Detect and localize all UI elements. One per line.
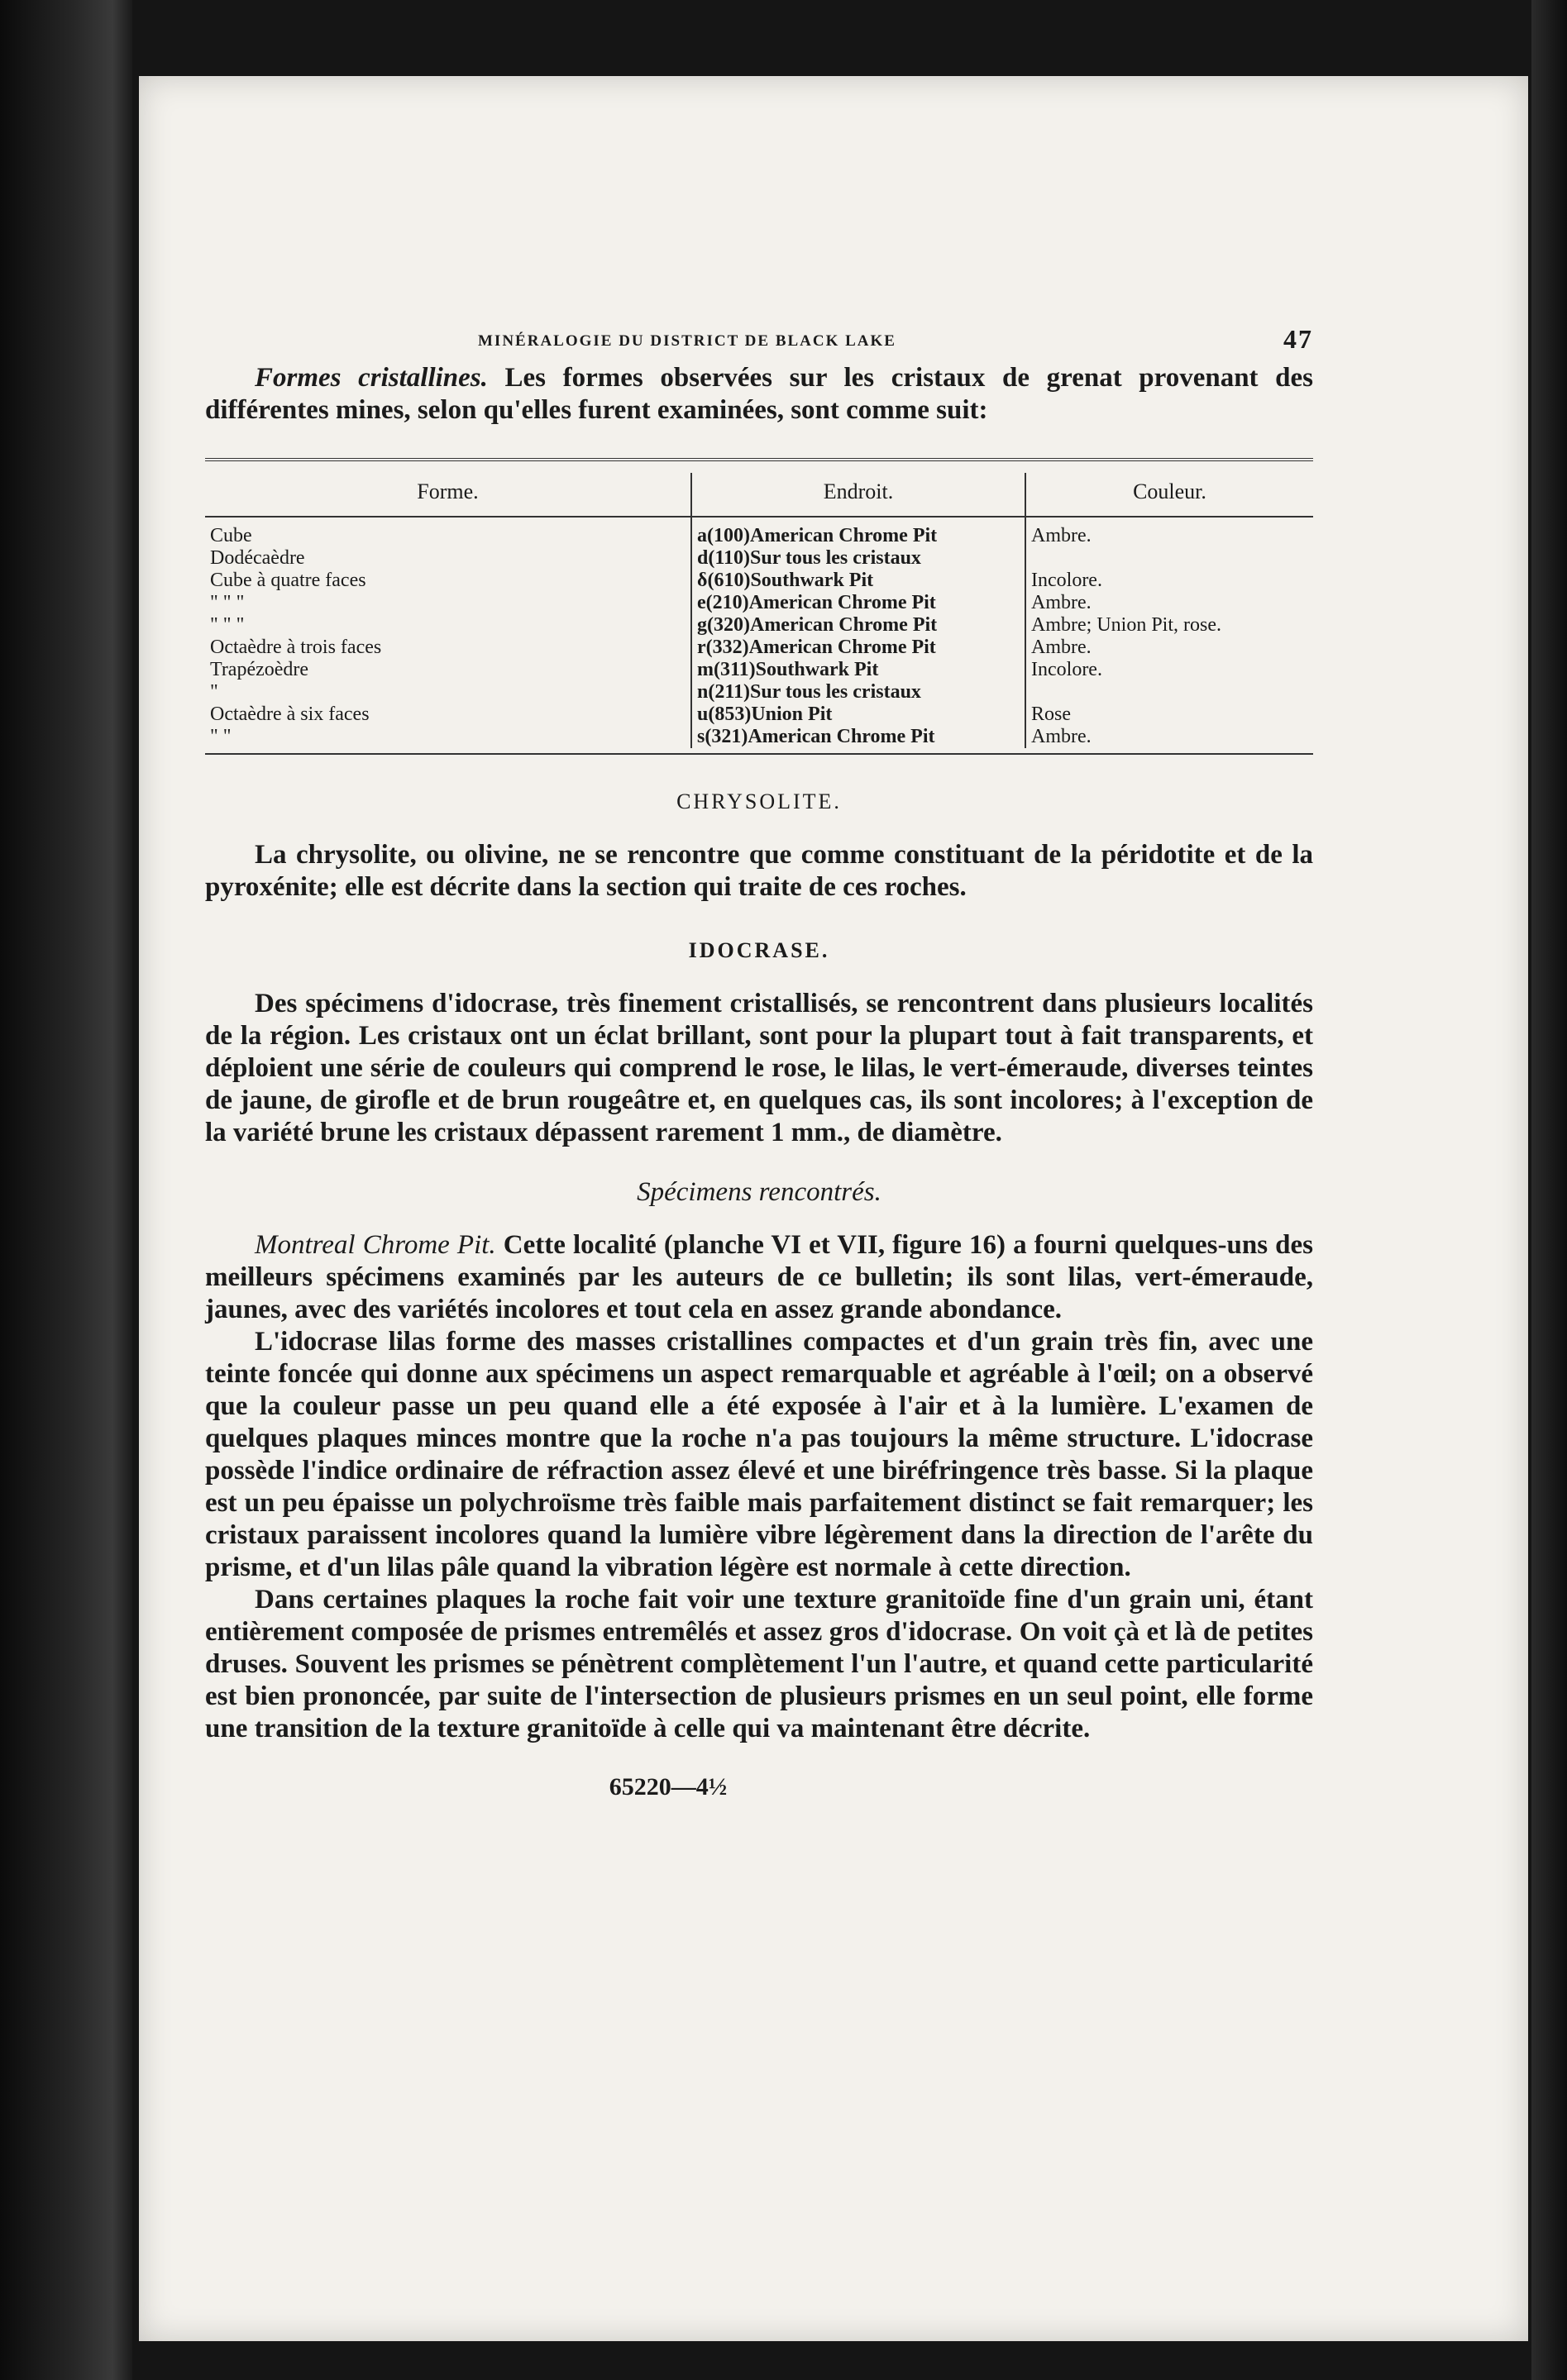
couleur-cell <box>1025 681 1313 704</box>
page-number: 47 <box>1283 324 1313 354</box>
table-header-row <box>205 473 1313 517</box>
couleur-cell: Ambre; Union Pit, rose. <box>1031 614 1221 636</box>
specimens-paragraph-3: Dans certaines plaques la roche fait voir une texture granitoïde fine d'un grain uni, étant entièrement composée de prismes entremêlés et assez gros d'idocrase. On voit çà et là de petites druses. Souvent les prismes se pénètrent complètement l'un l'autre, et quand cette particularité est bien prononcée, par suite de l'intersection de plusieurs prismes en un seul point, elle forme une transition de la texture granitoïde à celle qui va maintenant être décrite. <box>205 1585 1313 1743</box>
endroit-cell: n(211)Sur tous les cristaux <box>691 681 1025 704</box>
couleur-cell: Ambre. <box>1031 592 1092 613</box>
page-content <box>205 324 1313 1801</box>
intro-text: Les formes observées sur les cristaux de grenat provenant des différentes mines, selon qu'elles furent examinées, sont comme suit: <box>205 363 1314 425</box>
scanned-page <box>139 76 1528 2341</box>
idocrase-paragraph: Des spécimens d'idocrase, très finement cristallisés, se rencontrent dans plusieurs localités de la région. Les cristaux ont un éclat brillant, sont pour la plupart tout à fait transparents, et déploient une série de couleurs qui comprend le rose, le lilas, le vert-émeraude, diverses teintes de jaune, de girofle et de brun rougeâtre et, en quelques cas, ils sont incolores; à l'exception de la variété brune les cristaux dépassent rarement 1 mm., de diamètre. <box>205 989 1313 1147</box>
header-forme: Forme. <box>205 473 691 517</box>
specimens-paragraph-2: L'idocrase lilas forme des masses cristallines compactes et d'un grain très fin, avec une teinte foncée qui donne aux spécimens un aspect remarquable et agréable à l'œil; on a observé que la couleur passe un peu quand elle a été exposée à l'air et à la lumière. L'examen de quelques plaques minces montre que la roche n'a pas toujours la même structure. L'idocrase possède l'indice ordinaire de réfraction assez élevé et une biréfringence très basse. Si la plaque est un peu épaisse un polychroïsme très faible mais parfaitement distinct se fait remarquer; les cristaux paraissent incolores quand la lumière vibre légèrement dans la direction de l'arête du prisme, et d'un lilas pâle quand la vibration légère est normale à cette direction. <box>205 1327 1313 1582</box>
crystal-forms-table <box>205 473 1313 748</box>
table-row <box>205 659 1313 681</box>
header-endroit: Endroit. <box>691 473 1025 517</box>
table-row <box>205 726 1313 748</box>
table-bottom-rule <box>205 753 1313 755</box>
forme-cell: Trapézoèdre <box>210 659 309 680</box>
couleur-cell: Incolore. <box>1031 659 1102 680</box>
forme-cell: Cube <box>210 525 252 546</box>
table-row <box>205 517 1313 525</box>
microfilm-left-edge <box>0 0 132 2380</box>
endroit-cell: m(311)Southwark Pit <box>691 659 1025 681</box>
couleur-cell <box>1025 547 1313 570</box>
specimens-p1-text: Cette localité (planche VI et VII, figure 16) a fourni quelques-uns des meilleurs spécimens examinés par les auteurs de ce bulletin; ils sont lilas, vert-émeraude, jaunes, avec des variétés incolores et tout cela en assez grande abondance. <box>205 1230 1313 1324</box>
endroit-cell: d(110)Sur tous les cristaux <box>691 547 1025 570</box>
section-title-idocrase: IDOCRASE. <box>688 938 830 962</box>
table-row <box>205 525 1313 547</box>
endroit-cell: s(321)American Chrome Pit <box>691 726 1025 748</box>
forme-cell: " " <box>210 726 232 747</box>
chrysolite-paragraph: La chrysolite, ou olivine, ne se rencontre que comme constituant de la péridotite et de la pyroxénite; elle est décrite dans la section qui traite de ces roches. <box>205 840 1313 902</box>
forme-cell: " <box>210 681 218 703</box>
endroit-cell: a(100)American Chrome Pit <box>691 525 1025 547</box>
specimens-lead: Montreal Chrome Pit. <box>255 1230 496 1260</box>
intro-paragraph <box>205 362 1313 427</box>
couleur-cell: Rose <box>1031 704 1071 725</box>
couleur-cell: Incolore. <box>1031 570 1102 591</box>
endroit-cell: δ(610)Southwark Pit <box>691 570 1025 592</box>
running-title: MINÉRALOGIE DU DISTRICT DE BLACK LAKE <box>478 332 896 350</box>
couleur-cell: Ambre. <box>1031 726 1092 747</box>
printer-signature: 65220—4½ <box>609 1773 728 1801</box>
forme-cell: Octaèdre à six faces <box>210 704 370 725</box>
forme-cell: Cube à quatre faces <box>210 570 366 591</box>
intro-lead: Formes cristallines. <box>255 363 488 393</box>
header-couleur: Couleur. <box>1025 473 1313 517</box>
endroit-cell: e(210)American Chrome Pit <box>691 592 1025 614</box>
table-row <box>205 570 1313 592</box>
table-row <box>205 681 1313 704</box>
running-head <box>205 324 1313 357</box>
couleur-cell: Ambre. <box>1031 525 1092 546</box>
table-row <box>205 704 1313 726</box>
couleur-cell: Ambre. <box>1031 637 1092 658</box>
endroit-cell: g(320)American Chrome Pit <box>691 614 1025 637</box>
forme-cell: " " " <box>210 614 245 636</box>
table-row <box>205 614 1313 637</box>
specimens-paragraph-1 <box>205 1229 1313 1326</box>
table-top-rule <box>205 458 1313 461</box>
endroit-cell: r(332)American Chrome Pit <box>691 637 1025 659</box>
table-row <box>205 592 1313 614</box>
specimens-subheading: Spécimens rencontrés. <box>637 1177 881 1207</box>
section-title-chrysolite: CHRYSOLITE. <box>676 789 842 813</box>
forme-cell: Dodécaèdre <box>210 547 305 569</box>
table-row <box>205 637 1313 659</box>
forme-cell: " " " <box>210 592 245 613</box>
forme-cell: Octaèdre à trois faces <box>210 637 382 658</box>
table-row <box>205 547 1313 570</box>
microfilm-right-edge <box>1531 0 1567 2380</box>
endroit-cell: u(853)Union Pit <box>691 704 1025 726</box>
